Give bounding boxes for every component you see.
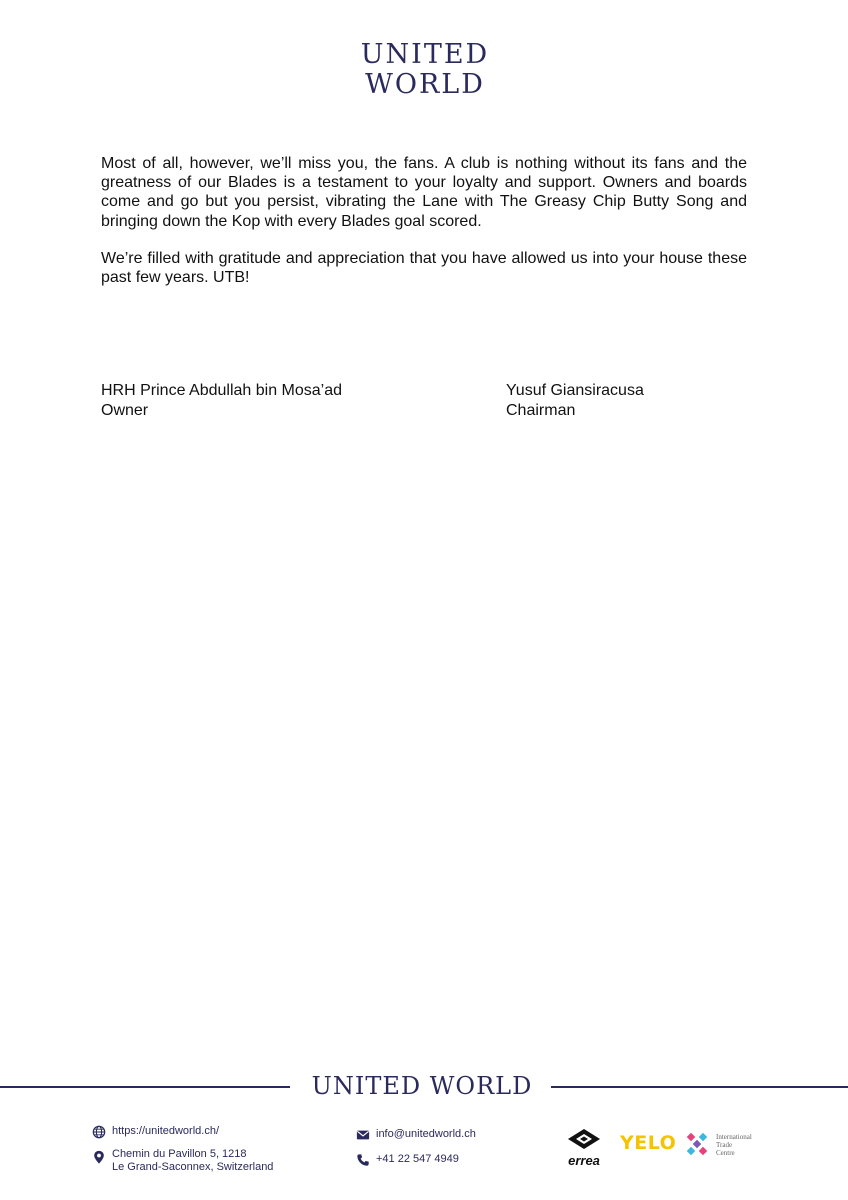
letter-paragraph: Most of all, however, we’ll miss you, the fans. A club is nothing without its fans and the greatness of our Blades is a testament to your loyalty and support. Owners and boards come and go but you persist, vibrating the Lane with The Greasy Chip Butty Song and bringing down the Kop with every Blades goal scored. [101,155,747,230]
sponsor-itc-logo [686,1131,766,1159]
itc-line-1: International [716,1133,752,1141]
website-link[interactable]: https://unitedworld.ch/ [112,1125,220,1137]
phone-icon [356,1153,370,1167]
errea-wordmark: errea [568,1153,600,1168]
phone-number[interactable]: +41 22 547 4949 [376,1153,459,1165]
footer-address [92,1148,273,1174]
signature-title: Chairman [506,402,576,419]
footer-divider-right [551,1086,848,1088]
signature-owner [101,381,342,421]
footer-email[interactable] [356,1128,476,1142]
footer-divider-left [0,1086,290,1088]
itc-wordmark [716,1133,766,1157]
signature-title: Owner [101,402,149,419]
signature-chairman [506,381,644,421]
footer-logo: UNITED WORLD [311,1072,533,1100]
itc-line-2: Trade [716,1141,733,1149]
signature-name: Yusuf Giansiracusa [506,382,644,399]
letter-body [101,154,747,305]
footer-phone[interactable] [356,1153,459,1167]
envelope-icon [356,1128,370,1142]
logo-word-united: UNITED [360,39,490,70]
header-logo [340,40,510,100]
footer-website[interactable] [92,1125,219,1139]
logo-word-world: WORLD [365,69,485,100]
sponsor-yelo-logo: YELO [620,1132,677,1154]
address-line-2: Le Grand-Saconnex, Switzerland [112,1161,274,1173]
itc-emblem-icon [686,1131,712,1159]
signature-name: HRH Prince Abdullah bin Mosa’ad [101,382,343,399]
errea-emblem-icon [567,1128,601,1150]
location-pin-icon [92,1148,106,1166]
address-line-1: Chemin du Pavillon 5, 1218 [112,1148,247,1160]
email-link[interactable]: info@unitedworld.ch [376,1128,476,1140]
letter-paragraph: We’re filled with gratitude and appreciation that you have allowed us into your house these past few years. UTB! [101,249,747,287]
sponsor-errea-logo [566,1128,602,1167]
globe-icon [92,1125,106,1139]
itc-line-3: Centre [716,1149,735,1157]
